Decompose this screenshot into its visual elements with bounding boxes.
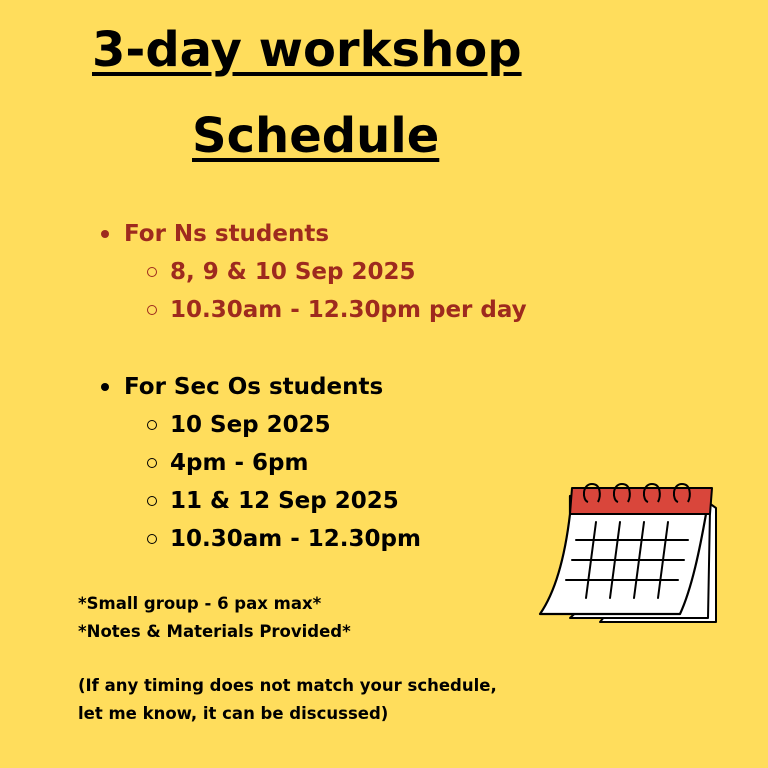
notes-block: [78, 590, 497, 728]
calendar-icon: [530, 478, 725, 628]
title-line-1: 3-day workshop: [92, 22, 522, 78]
note-materials: *Notes & Materials Provided*: [78, 622, 351, 641]
sec-students-heading: For Sec Os students: [100, 368, 421, 406]
sec-time-item-2: 10.30am - 12.30pm: [100, 520, 421, 558]
note-timing-line-2: let me know, it can be discussed): [78, 704, 389, 723]
sec-time-item-1: 4pm - 6pm: [100, 444, 421, 482]
ns-students-heading: For Ns students: [100, 215, 527, 253]
note-timing-line-1: (If any timing does not match your schedule,: [78, 676, 497, 695]
sec-date-item-2: 11 & 12 Sep 2025: [100, 482, 421, 520]
ns-dates-item: 8, 9 & 10 Sep 2025: [100, 253, 527, 291]
ns-students-section: [100, 215, 527, 329]
note-small-group: *Small group - 6 pax max*: [78, 594, 322, 613]
sec-students-section: [100, 368, 421, 558]
ns-time-item: 10.30am - 12.30pm per day: [100, 291, 527, 329]
title-line-2: Schedule: [192, 108, 440, 164]
sec-date-item-1: 10 Sep 2025: [100, 406, 421, 444]
